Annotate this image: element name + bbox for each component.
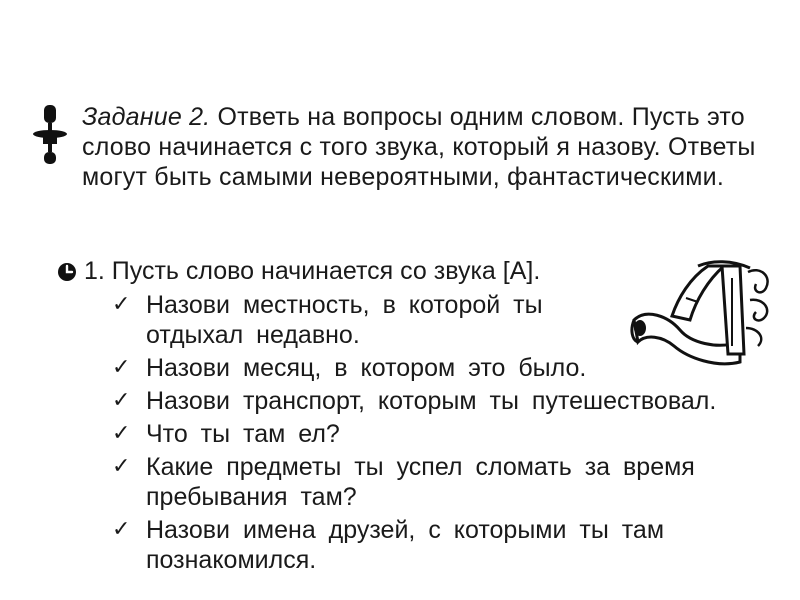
microphone-icon — [30, 103, 70, 167]
checkmark-icon: ✓ — [112, 292, 131, 317]
list-item-text: Назови месяц, в котором это было. — [146, 354, 587, 382]
question-heading: 1. Пусть слово начинается со звука [А]. — [84, 257, 541, 285]
list-item — [112, 452, 782, 512]
letter-a-scroll-icon — [628, 258, 778, 368]
list-item-text: Назови имена друзей, с которыми ты там познакомился. — [146, 516, 665, 574]
list-item-text: Что ты там ел? — [146, 420, 340, 448]
list-item — [112, 386, 782, 416]
task-text: Ответь на вопросы одним словом. Пусть это слово начинается с того звука, который я назову. Ответы могут быть самыми невероятными, фантастическими. — [82, 103, 756, 191]
list-item — [112, 515, 782, 575]
checkmark-icon: ✓ — [112, 421, 131, 446]
list-item-text: Какие предметы ты успел сломать за время пребывания там? — [146, 453, 695, 511]
list-item — [112, 419, 782, 449]
list-item-text: Назови местность, в которой ты отдыхал недавно. — [146, 291, 543, 349]
checkmark-icon: ✓ — [112, 454, 131, 479]
list-item-text: Назови транспорт, которым ты путешествовал. — [146, 387, 717, 415]
clock-icon — [57, 262, 77, 282]
checkmark-icon: ✓ — [112, 388, 131, 413]
task-label: Задание 2. — [82, 103, 211, 131]
checkmark-icon: ✓ — [112, 355, 131, 380]
checkmark-icon: ✓ — [112, 517, 131, 542]
task-description — [82, 102, 782, 192]
